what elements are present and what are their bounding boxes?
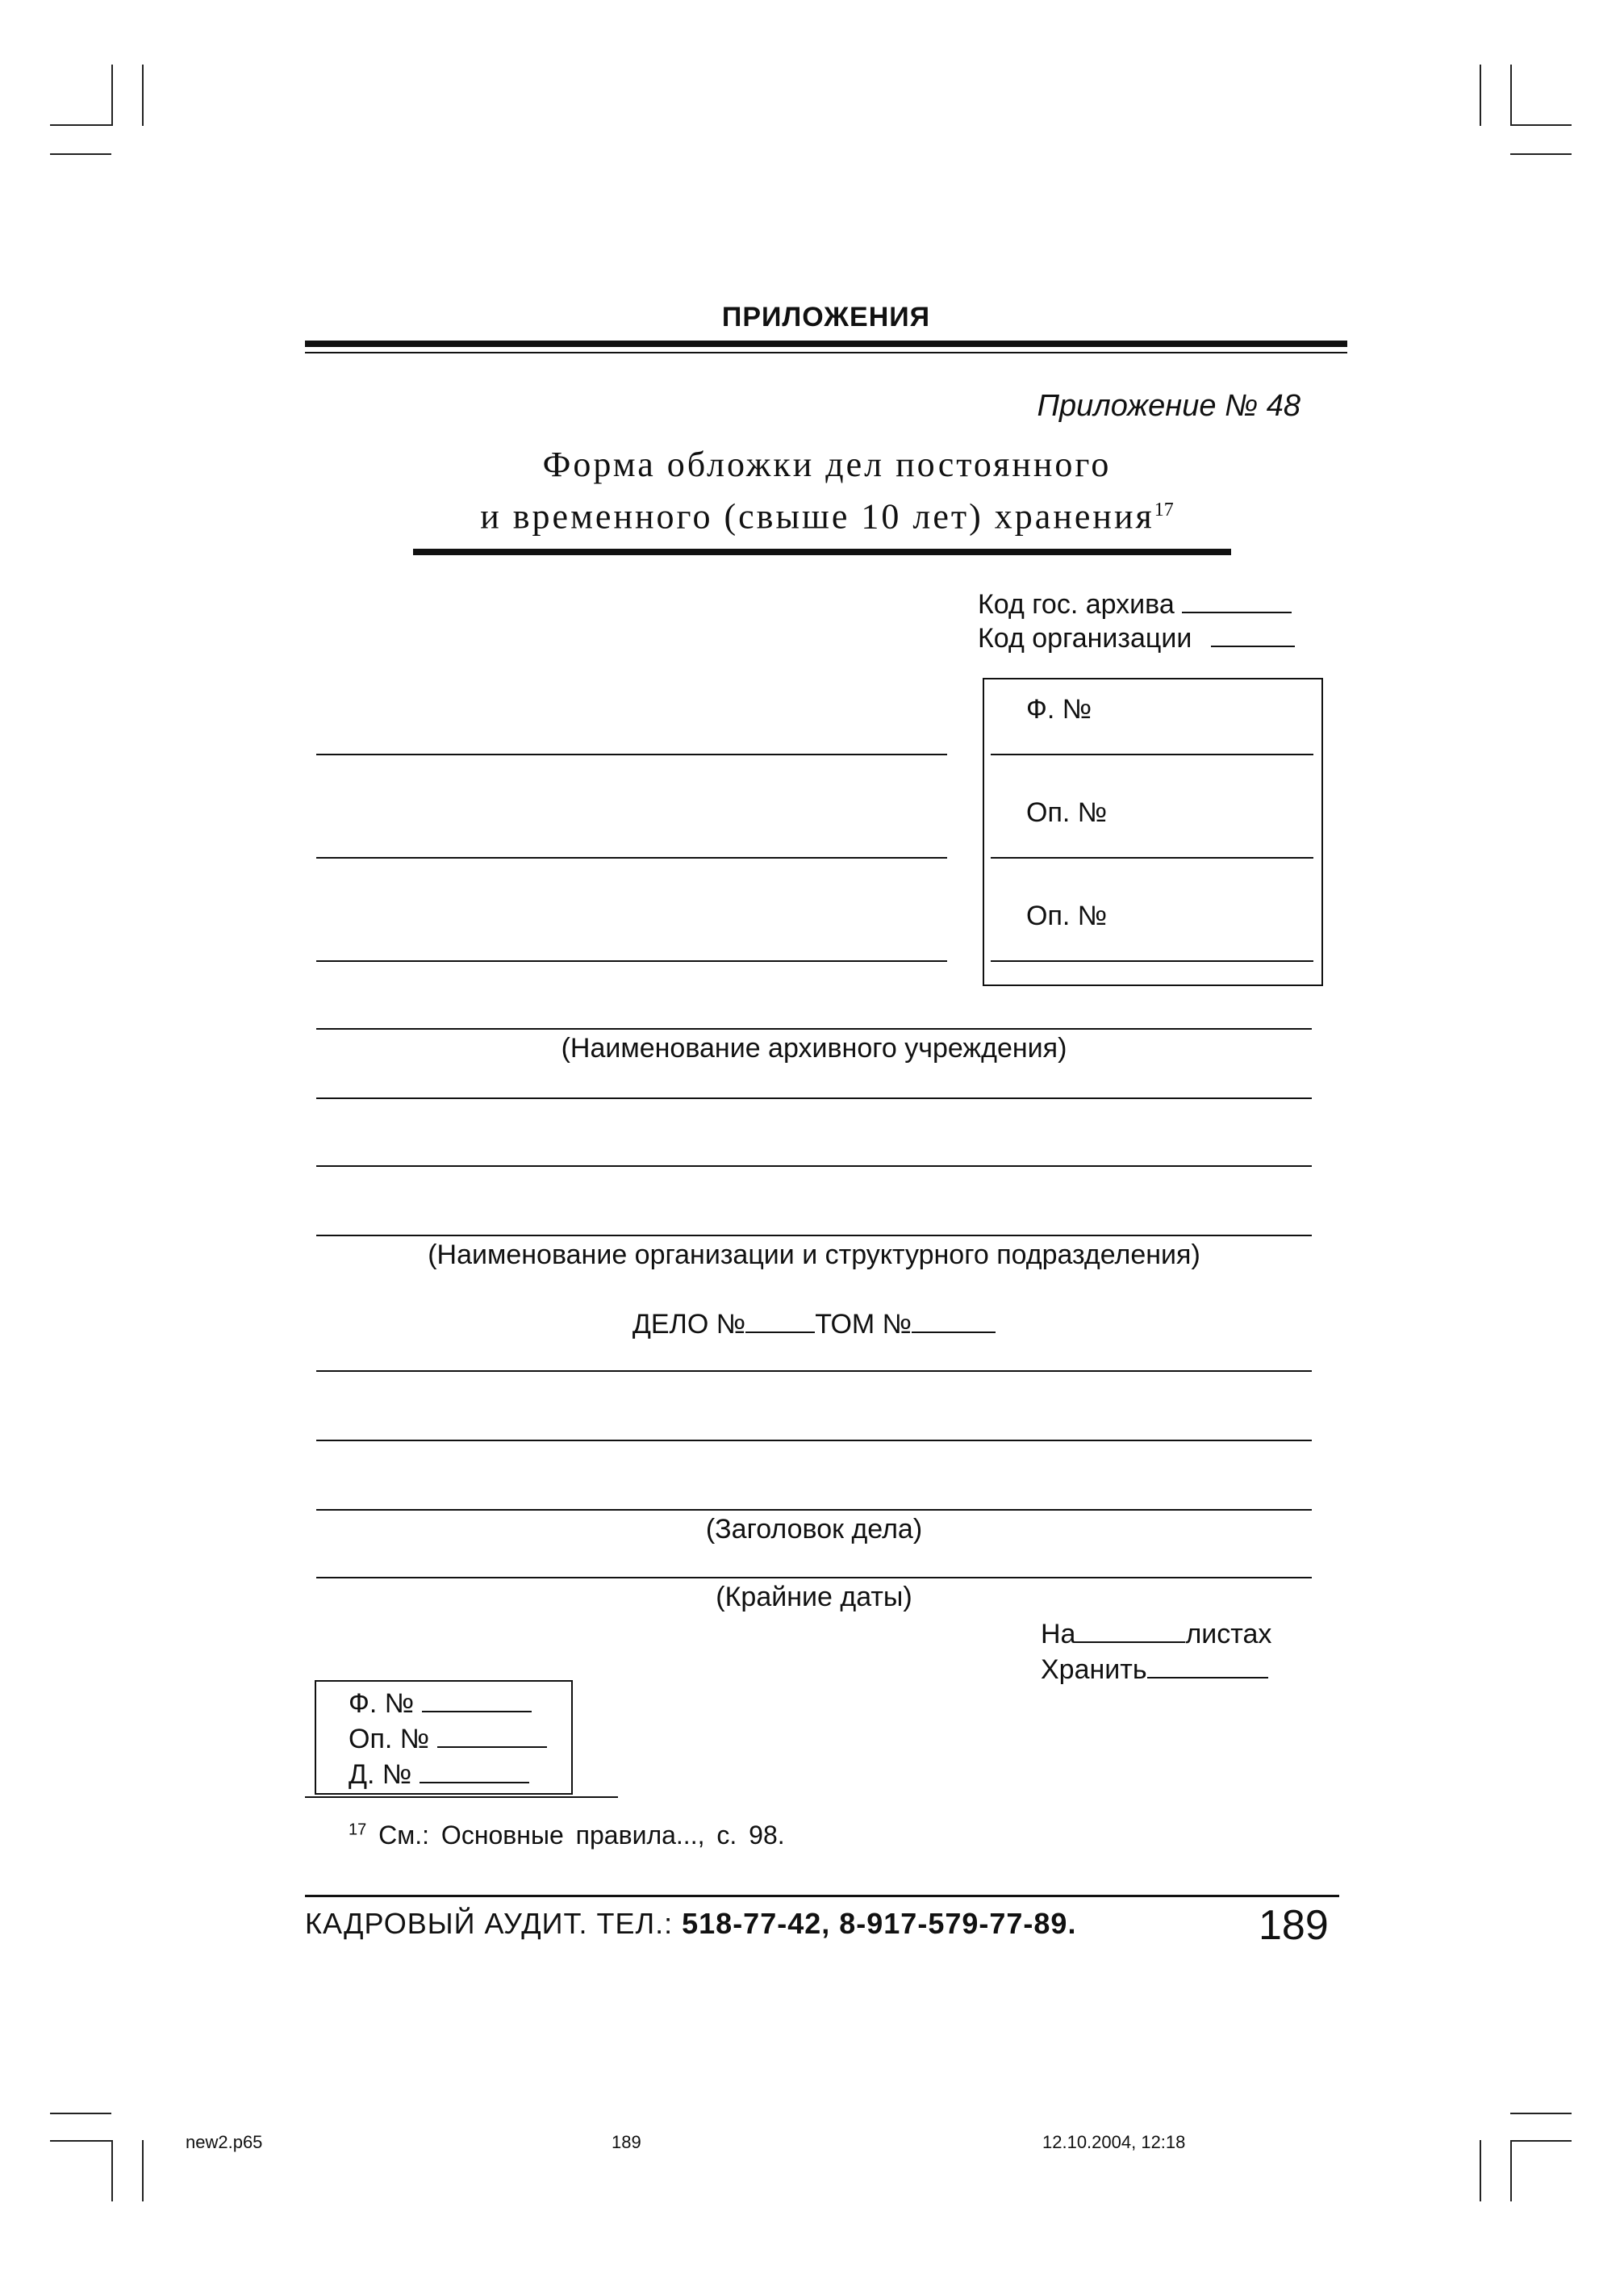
box-fond-label: Ф. № xyxy=(1026,694,1092,725)
organization-unit-line[interactable] xyxy=(316,1235,1312,1236)
keep-period-line xyxy=(1041,1653,1268,1686)
footnote xyxy=(349,1821,785,1850)
small-box-fond-field[interactable] xyxy=(422,1687,532,1712)
crop-mark-tr-h xyxy=(1510,153,1572,155)
crop-mark-tl-v1 xyxy=(111,65,113,126)
crop-mark-bl-v2 xyxy=(142,2140,144,2201)
case-heading-line[interactable] xyxy=(316,1509,1312,1511)
crop-mark-tl-bar xyxy=(50,124,111,126)
section-title: ПРИЛОЖЕНИЯ xyxy=(721,302,931,332)
box-inventory2-line[interactable] xyxy=(991,960,1313,962)
form-title-line1: Форма обложки дел постоянного xyxy=(542,445,1112,484)
small-box-inventory-row xyxy=(349,1722,547,1755)
case-number-field[interactable] xyxy=(745,1307,815,1333)
crop-mark-tr-v2 xyxy=(1510,65,1512,126)
form-title-footnote-ref: 17 xyxy=(1154,500,1174,520)
extreme-dates-line[interactable] xyxy=(316,1577,1312,1578)
slug-page: 189 xyxy=(612,2132,641,2152)
small-box-case-label: Д. № xyxy=(349,1759,412,1790)
crop-mark-bl-bar xyxy=(50,2140,111,2142)
crop-mark-tl-v2 xyxy=(142,65,144,126)
state-archive-code xyxy=(978,587,1292,621)
footer-phones: 518-77-42, 8-917-579-77-89. xyxy=(682,1907,1077,1940)
crop-mark-tr-v1 xyxy=(1480,65,1481,126)
crop-mark-br-v1 xyxy=(1480,2140,1481,2201)
keep-label: Хранить xyxy=(1041,1654,1147,1685)
blank-line-b[interactable] xyxy=(316,1165,1312,1167)
small-box-inventory-label: Оп. № xyxy=(349,1724,430,1754)
small-box-case-field[interactable] xyxy=(420,1758,529,1783)
crop-mark-br-v2 xyxy=(1510,2140,1512,2201)
box-inventory1-label: Оп. № xyxy=(1026,797,1108,828)
form-title-line2-text: и временного (свыше 10 лет) хранения xyxy=(480,496,1154,537)
case-volume-line xyxy=(316,1307,1312,1340)
footnote-separator xyxy=(305,1796,618,1798)
small-box-fond-label: Ф. № xyxy=(349,1688,415,1719)
blank-line-a[interactable] xyxy=(316,1097,1312,1099)
crop-mark-tr-bar xyxy=(1510,124,1572,126)
appendix-number: Приложение № 48 xyxy=(1037,389,1300,423)
organization-code-label: Код организации xyxy=(978,623,1192,654)
small-box-inventory-field[interactable] xyxy=(437,1722,547,1748)
organization-code xyxy=(978,621,1295,654)
state-archive-code-label: Код гос. архива xyxy=(978,589,1175,620)
volume-label: ТОМ № xyxy=(815,1309,912,1340)
left-blank-line-2[interactable] xyxy=(316,857,947,859)
archive-institution-caption: (Наименование архивного учреждения) xyxy=(561,1033,1067,1064)
crop-mark-tl-h xyxy=(50,153,111,155)
left-blank-line-1[interactable] xyxy=(316,754,947,755)
title-underline xyxy=(413,549,1231,555)
keep-period-field[interactable] xyxy=(1147,1653,1268,1678)
small-box-fond-row xyxy=(349,1687,532,1720)
sheets-count-line xyxy=(1041,1617,1271,1650)
archive-institution-line[interactable] xyxy=(316,1028,1312,1030)
footer-rule xyxy=(305,1895,1339,1897)
slug-datetime: 12.10.2004, 12:18 xyxy=(1042,2132,1186,2152)
small-box-case-row xyxy=(349,1758,529,1791)
footer-publisher xyxy=(305,1907,1076,1941)
footer-publisher-text: КАДРОВЫЙ АУДИТ. ТЕЛ.: xyxy=(305,1907,683,1940)
fond-inventory-box xyxy=(983,678,1323,986)
crop-mark-br-bar xyxy=(1510,2140,1572,2142)
header-rule-thin xyxy=(305,352,1347,353)
case-heading-caption: (Заголовок дела) xyxy=(705,1514,923,1545)
footnote-text: См.: Основные правила..., с. 98. xyxy=(378,1821,785,1850)
footnote-number: 17 xyxy=(349,1821,367,1839)
blank-line-c[interactable] xyxy=(316,1370,1312,1372)
crop-mark-bl-v1 xyxy=(111,2140,113,2201)
form-title-line2 xyxy=(323,487,1331,540)
form-title xyxy=(323,442,1331,540)
header-rule-thick xyxy=(305,341,1347,347)
sheets-count-field[interactable] xyxy=(1075,1617,1185,1643)
page-number: 189 xyxy=(1259,1902,1329,1949)
organization-unit-caption: (Наименование организации и структурного подразделения) xyxy=(428,1240,1200,1270)
box-inventory1-line[interactable] xyxy=(991,857,1313,859)
sheets-label: листах xyxy=(1185,1619,1272,1649)
organization-code-field[interactable] xyxy=(1211,621,1295,647)
box-inventory2-label: Оп. № xyxy=(1026,901,1108,931)
crop-mark-bl-h xyxy=(50,2113,111,2114)
extreme-dates-caption: (Крайние даты) xyxy=(716,1582,912,1612)
sheets-on-label: На xyxy=(1041,1619,1076,1649)
blank-line-d[interactable] xyxy=(316,1440,1312,1441)
left-blank-line-3[interactable] xyxy=(316,960,947,962)
slug-file-name: new2.p65 xyxy=(186,2132,263,2152)
box-fond-line[interactable] xyxy=(991,754,1313,755)
case-reference-box xyxy=(315,1680,573,1795)
volume-number-field[interactable] xyxy=(912,1307,996,1333)
case-label: ДЕЛО № xyxy=(632,1309,746,1340)
state-archive-code-field[interactable] xyxy=(1182,587,1292,613)
crop-mark-br-h xyxy=(1510,2113,1572,2114)
